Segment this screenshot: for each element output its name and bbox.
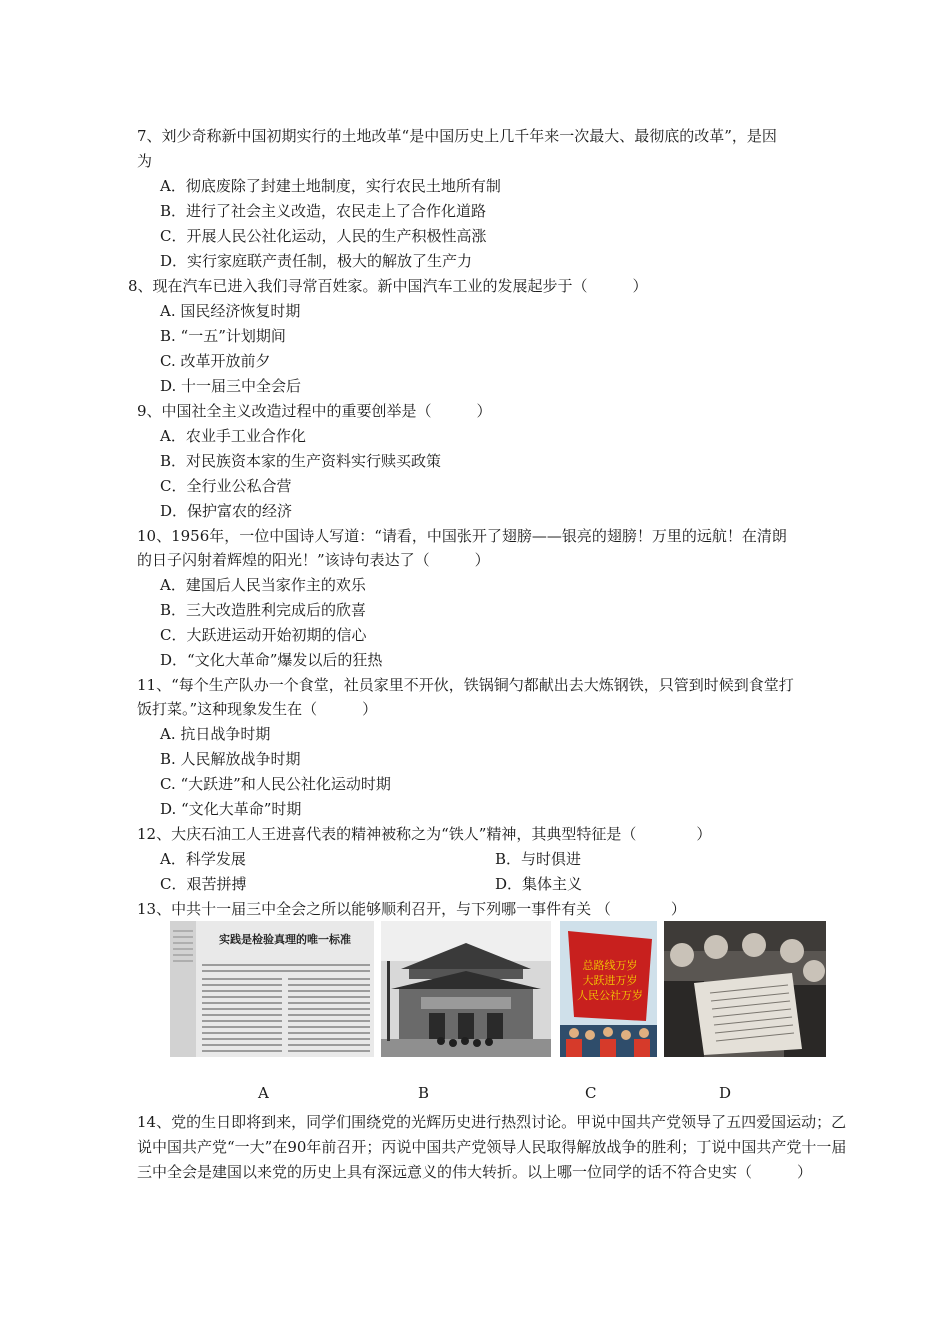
q12-stem: 12、大庆石油工人王进喜代表的精神被称之为“铁人”精神，其典型特征是（ ） — [137, 825, 712, 843]
q13-label-a[interactable]: A — [258, 1084, 269, 1102]
q7-option-b[interactable]: B．进行了社会主义改造，农民走上了合作化道路 — [160, 202, 487, 220]
q10-stem-line1: 10、1956年，一位中国诗人写道：“请看，中国张开了翅膀——银亮的翅膀！万里的远航！在清朗 — [137, 527, 787, 545]
q10-option-a[interactable]: A．建国后人民当家作主的欢乐 — [160, 576, 366, 594]
q12-option-c[interactable]: C．艰苦拼搏 — [160, 875, 247, 893]
q10-option-d[interactable]: D．“文化大革命”爆发以后的狂热 — [160, 651, 383, 669]
q10-option-c[interactable]: C．大跃进运动开始初期的信心 — [160, 626, 367, 644]
q8-option-a[interactable]: A. 国民经济恢复时期 — [160, 302, 301, 320]
q9-option-c[interactable]: C．全行业公私合营 — [160, 477, 292, 495]
q7-option-a[interactable]: A．彻底废除了封建土地制度，实行农民土地所有制 — [160, 177, 501, 195]
q9-stem: 9、中国社全主义改造过程中的重要创举是（ ） — [137, 402, 492, 420]
q13-image-d-crowd[interactable] — [664, 921, 826, 1057]
q10-option-b[interactable]: B．三大改造胜利完成后的欣喜 — [160, 601, 367, 619]
q13-image-c-banner-line2: 大跃进万岁 — [582, 974, 638, 987]
q13-image-b-hall[interactable] — [381, 921, 551, 1057]
q10-stem-line2: 的日子闪射着辉煌的阳光！”该诗句表达了（ ） — [137, 551, 490, 569]
q12-option-b[interactable]: B．与时俱进 — [495, 850, 582, 868]
q13-label-c[interactable]: C — [585, 1084, 597, 1102]
q11-stem-line2: 饭打菜。”这种现象发生在（ ） — [137, 700, 378, 718]
q12-option-d[interactable]: D．集体主义 — [495, 875, 583, 893]
q13-image-c-banner-line3: 人民公社万岁 — [577, 989, 643, 1002]
q13-image-a-newspaper[interactable] — [170, 921, 374, 1057]
q13-image-c-banner-line1: 总路线万岁 — [582, 959, 638, 972]
q12-option-a[interactable]: A．科学发展 — [160, 850, 246, 868]
q7-option-d[interactable]: D．实行家庭联产责任制，极大的解放了生产力 — [160, 252, 473, 270]
q9-option-b[interactable]: B．对民族资本家的生产资料实行赎买政策 — [160, 452, 442, 470]
q9-option-a[interactable]: A．农业手工业合作化 — [160, 427, 306, 445]
q13-image-c-poster[interactable] — [560, 921, 657, 1057]
q11-stem-line1: 11、“每个生产队办一个食堂，社员家里不开伙，铁锅铜勺都献出去大炼钢铁，只管到时候到食堂打 — [137, 676, 794, 694]
q13-image-a-headline: 实践是检验真理的唯一标准 — [219, 933, 351, 946]
q7-stem-line1: 7、刘少奇称新中国初期实行的土地改革“是中国历史上几千年来一次最大、最彻底的改革”，是因 — [137, 127, 777, 145]
q13-label-d[interactable]: D — [719, 1084, 732, 1102]
q11-option-d[interactable]: D. “文化大革命”时期 — [160, 800, 302, 818]
q7-option-c[interactable]: C．开展人民公社化运动，人民的生产积极性高涨 — [160, 227, 487, 245]
q13-stem: 13、中共十一届三中全会之所以能够顺利召开，与下列哪一事件有关 （ ） — [137, 900, 686, 918]
q11-option-c[interactable]: C. “大跃进”和人民公社化运动时期 — [160, 775, 391, 793]
q14-text: 14、党的生日即将到来，同学们围绕党的光辉历史进行热烈讨论。甲说中国共产党领导了五四爱国运动；乙说中国共产党“一大”在90年前召开；丙说中国共产党领导人民取得解放战争的胜利；丁说中国共产党十一届三中全会是建国以来党的历史上具有深远意义的伟大转折。以上哪一位同学的话不符合史实（ ） — [137, 1113, 847, 1181]
q8-stem: 8、现在汽车已进入我们寻常百姓家。新中国汽车工业的发展起步于（ ） — [128, 277, 648, 295]
q8-option-b[interactable]: B. “一五”计划期间 — [160, 327, 286, 345]
q8-option-d[interactable]: D. 十一届三中全会后 — [160, 377, 302, 395]
q11-option-a[interactable]: A. 抗日战争时期 — [160, 725, 271, 743]
q13-label-b[interactable]: B — [418, 1084, 430, 1102]
q7-stem-line2: 为 — [137, 152, 153, 170]
q9-option-d[interactable]: D．保护富农的经济 — [160, 502, 293, 520]
q11-option-b[interactable]: B. 人民解放战争时期 — [160, 750, 301, 768]
q8-option-c[interactable]: C. 改革开放前夕 — [160, 352, 271, 370]
